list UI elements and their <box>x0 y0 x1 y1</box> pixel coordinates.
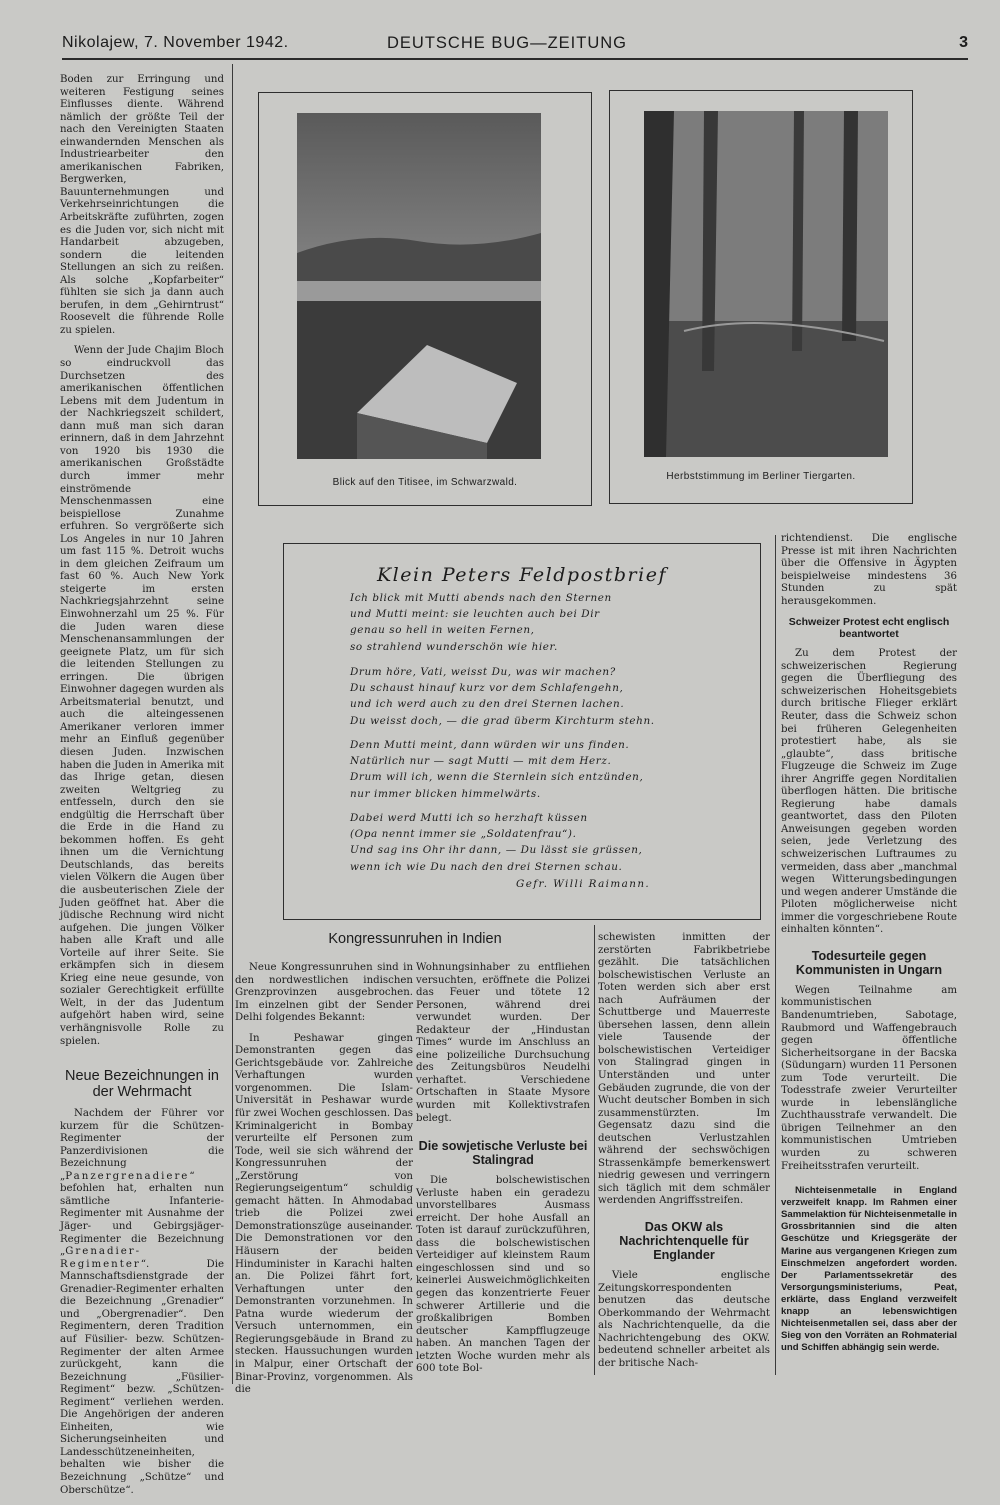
photo-frame-titisee <box>258 92 592 506</box>
article-paragraph: schewisten inmitten der zerstörten Fabrikbetriebe gezählt. Die tatsächlichen bolschewistischen Verluste an Toten werden sich aber erst nach Aufräumen der Schuttberge und Mauerreste übersehen lassen, denn allein viele Tausende der bolschewistischen Verteidiger von Stalingrad gingen in Unterständen und unter Gebäuden zugrunde, die von der Wucht deutscher Bomben in sich zusammenstürzten. Im Gegensatz dazu sind die deutschen Verlustzahlen während der sechswöchigen Strassenkämpfe bemerkenswert niedrig gewesen und verringern sich täglich mit dem schmäler werdenden Angriffsstreifen. <box>598 932 770 1207</box>
poem-line: Dabei werd Mutti ich so herzhaft küssen <box>350 812 588 824</box>
article-paragraph: Wohnungsinhaber zu entfliehen versuchten, eröffnete die Polizei das Feuer und tötete 12 Personen, während drei verwundet wurden. Der Redakteur der „Hindustan Times“ wurde im Anschluss an eine polizeiliche Durchsuchung des Zeitungsbüros Neudelhi verhaftet. Verschiedene Ortschaften in Staate Mysore wurden mit Kollektivstrafen belegt. <box>416 962 590 1124</box>
article-paragraph: Wenn der Jude Chajim Bloch so eindruckvoll das Durchsetzen des amerikanischen öffentlichen Lebens mit dem Judentum in der Nachkriegszeit schildert, dann muß man sich daran erinnern, daß in dem Jahrzehnt von 1920 bis 1930 die amerikanischen Großstädte durch immer mehr einströmende Menschenmassen eine beispiellose Zunahme erfuhren. So vergrößerte sich Los Angeles in nur 10 Jahren um fast 115 %. Detroit wuchs in dem gleichen Zeifraum um fast 60 %. Auch New York steigerte im ersten Nachkriegsjahrzehnt seine Einwohnerzahl um 25 %. Für die Juden waren diese Menschenansammlungen der geeignete Platz, um für sich die leitenden Stellungen zu erringen. Die übrigen Einwohner dagegen wurden als Arbeitsmaterial benutzt, und auch die alteingessenen Amerikaner verloren immer mehr an Einfluß gegenüber diesen Juden. Inzwischen haben die Juden in Amerika mit das Ihrige getan, diesen zweiten Weltgrieg zu entfesseln, durch den sie endgültig die Herrschaft über die Erde in die Hand zu bekommen hoffen. Es geht ihnen um die Vernichtung Deutschlands, das bereits vielen Völkern die Augen über die ausbeuterischen Ziele der Juden geöffnet hat. Aber die jüdische Rechnung wird nicht aufgehen. Die jungen Völker haben alle Kraft und alle Vorteile auf ihrer Seite. Sie erkämpfen sich in diesem Krieg eine neue gesunde, von sozialer Gerechtigkeit erfüllte Welt, in der das Judentum aufgehört haben wird, seine verhängnisvolle Rolle zu spielen. <box>60 345 224 1047</box>
masthead-rule <box>62 58 968 60</box>
poem-line: und ich werd auch zu den drei Sternen lachen. <box>350 698 625 711</box>
masthead <box>62 34 968 58</box>
article-paragraph: Boden zur Erringung und weiteren Festigung seines Einflusses diente. Während nämlich der größte Teil der nach den Vereinigten Staaten einwandernden Menschen als Industriearbeiter den amerikanischen Fabriken, Bergwerken, Bauunternehmungen und Verkehrseinrichtungen die Arbeitskräfte zuführten, zogen es die Juden vor, sich nicht mit Handarbeit abzugeben, sondern die leitenden Stellungen an sich zu reißen. Als solche „Kopfarbeiter“ fühlten sie sich ja dann auch berufen, in dem „Gehirntrust“ Roosevelt die führende Rolle zu spielen. <box>60 74 224 336</box>
poem-stanza <box>350 810 642 875</box>
poem-line: Du weisst doch, — die grad überm Kirchturm stehn. <box>350 714 655 727</box>
article-paragraph: In Peshawar gingen Demonstranten gegen das Gerichtsgebäude vor. Zahlreiche Verhaftungen wurden vorgenommen. Die Islam-Universität in Peshawar wurde für zwei Wochen geschlossen. Das Kriminalgericht in Bombay verurteilte elf Personen zum Tode, weil sie sich während der Kongressunruhen der „Zerstörung von Regierungseigentum“ schuldig gemacht hätten. In Ahmodabad trieb die Polizei zwei Demonstrationszüge auseinander. Die Demonstrationen vor den Häusern der beiden Hinduminister in Karachi halten an. Die Polizei fährt fort, Verhaftungen unter den Demonstranten vorzunehmen. In Patna wurde wiederum der Versuch unternommen, ein Regierungsgebäude in Brand zu stecken. Haussuchungen wurden in Malpur, einer Ortschaft der Binar-Provinz, vorgenommen. Als die <box>235 1032 413 1396</box>
poem-box <box>283 543 761 920</box>
column-rule <box>232 64 233 1384</box>
headline-stalingrad: Die sowjetische Verluste bei Stalingrad <box>418 1139 588 1168</box>
poem-line: Und sag ins Ohr ihr dann, — Du lässt sie grüssen, <box>350 844 643 857</box>
poem-line: wenn ich wie Du nach den drei Sternen schau. <box>350 860 623 873</box>
titisee-photo <box>297 113 541 459</box>
photo-caption: Blick auf den Titisee, im Schwarzwald. <box>332 477 518 488</box>
newspaper-title: DEUTSCHE BUG—ZEITUNG <box>387 34 628 52</box>
article-paragraph: Neue Kongressunruhen sind in den nordwestlichen indischen Grenzprovinzen ausgebrochen. Im einzelnen gibt der Sender Delhi folgendes Bekannt: <box>235 962 413 1024</box>
column-right <box>781 533 957 1362</box>
photo-caption: Herbststimmung im Berliner Tiergarten. <box>666 471 856 482</box>
column-kongress <box>235 962 413 1405</box>
headline-okw: Das OKW als Nachrichtenquelle für Englander <box>619 1220 749 1263</box>
poem-line: Drum höre, Vati, weisst Du, was wir machen? <box>350 666 616 678</box>
page-number: 3 <box>959 34 968 51</box>
headline-kongress: Kongressunruhen in Indien <box>328 931 502 947</box>
poem-stanza <box>350 590 612 655</box>
poem-author: Gefr. Willi Raimann. <box>516 878 651 890</box>
poem-line: Denn Mutti meint, dann würden wir uns finden. <box>350 739 630 751</box>
article-paragraph: Wegen Teilnahme am kommunistischen Bandenumtrieben, Sabotage, Raubmord und Waffengebrauch gegen öffentliche Sicherheitsorgane in der Bacska (Südungarn) wurden 11 Personen zum Tode verurteilt. Die Todesstrafe zweier Verurteilter wurde in lebenslängliche Zuchthausstrafe verwandelt. Die übrigen Teilnehmer an den kommunistischen Umtrieben wurden zu schweren Freiheitsstrafen verurteilt. <box>781 984 957 1172</box>
article-paragraph: Zu dem Protest der schweizerischen Regierung gegen die Überfliegung des schweizerischen Hoheitsgebiets durch britische Flieger erklärt Reuter, dass die Schweiz schon bei früheren Gelegenheiten protestiert habe, als sie „glaubte“, dass britische Flugzeuge die Schweiz im Zuge ihrer Angriffe gegen Norditalien überflogen hätten. Die britische Regierung habe damals geantwortet, dass den Piloten Anweisungen gegeben worden seien, jede Verletzung des schweizerischen Luftraumes zu vermeiden, dass aber „manchmal wegen Witterungsbedingungen und wegen anderer Umstände die Piloten möglicherweise nicht immer die vorgeschriebene Route einhalten könnten“. <box>781 648 957 936</box>
dateline: Nikolajew, 7. November 1942. <box>62 34 289 51</box>
poem-line: nur immer blicken himmelwärts. <box>350 787 541 800</box>
article-paragraph: Nachdem der Führer vor kurzem für die Schützen-Regimenter der Panzerdivisionen die Bezeichnung „Panzergrenadiere“ befohlen hat, erhalten nun sämtliche Infanterie-Regimenter mit Ausnahme der Jäger- und Gebirgsjäger-Regimenter die Bezeichnung „Grenadier-Regimenter“. Die Mannschaftsdienstgrade der Grenadier-Regimenter erhalten die Bezeichnung „Grenadier“ und „Obergrenadier“. Den Regimentern, deren Tradition auf Füsilier- bezw. Schützen-Regimenter der alten Armee zurückgeht, kann die Bezeichnung „Füsilier-Regiment“ bezw. „Schützen-Regiment“ verliehen werden. Die Angehörigen der anderen Einheiten, wie Sicherungseinheiten und Landesschützeneinheiten, behalten wie bisher die Bezeichnung „Schütze“ und Oberschütze“. <box>60 1108 224 1496</box>
poem-title: Klein Peters Feldpostbrief <box>376 564 667 586</box>
headline-wehrmacht: Neue Bezeichnungen in der Wehrmacht <box>65 1068 219 1101</box>
notice-nichteisenmetalle: Nichteisenmetalle in England verzweifelt knapp. Im Rahmen einer Sammelaktion für Nichteisenmetalle in Grossbritannien sind die alten Geschütze und Kriegsgeräte der Marine aus vergangenen Kriegen zum Einschmelzen angefordert worden. Der Parlamentssekretär des Versorgungsministeriums, Peat, erklärte, dass England verzweifelt knapp an lebenswichtigen Nichteisenmetallen sei, dass aber der Sieg von den Vorräten an Rohmaterial und Schiffen abhängig sein werde. <box>781 1185 957 1354</box>
poem-line: (Opa nennt immer sie „Soldatenfrau“). <box>350 828 577 841</box>
column-stalingrad-cont <box>598 932 770 1378</box>
article-paragraph: Viele englische Zeitungskorrespondenten benutzen das deutsche Oberkommando der Wehrmacht als Nachrichtenquelle, da die Nachrichtengebung des OKW. bedeutend schneller arbeitet als der britische Nach- <box>598 1270 770 1369</box>
poem-line: genau so hell in weiten Fernen, <box>350 624 535 637</box>
poem-stanza <box>350 737 643 802</box>
poem-line: und Mutti meint: sie leuchten auch bei Dir <box>350 608 600 621</box>
article-paragraph: Die bolschewistischen Verluste haben ein geradezu unvorstellbares Ausmass erreicht. Der hohe Ausfall an Toten ist darauf zurückzuführen, dass die bolschewistischen Verteidiger auf kleinstem Raum eingeschlossen sind und so keinerlei Ausweichmöglichkeiten gegen das konzentrierte Feuer schwerer Artillerie und die großkalibrigen Bomben deutscher Kampfflugzeuge haben. An manchen Tagen der letzten Woche wurden mehr als 600 tote Bol- <box>416 1175 590 1375</box>
tiergarten-photo <box>644 111 888 457</box>
headline-todesurteile: Todesurteile gegen Kommunisten in Ungarn <box>795 948 943 977</box>
article-paragraph: richtendienst. Die englische Presse ist mit ihren Nachrichten über die Offensive in Ägypten beispielweise mindestens 36 Stunden zu spät herausgekommen. <box>781 533 957 607</box>
column-rule <box>775 535 776 1375</box>
headline-schweizer-protest: Schweizer Protest echt englisch beantwortet <box>788 616 950 641</box>
column-kongress-cont <box>416 962 590 1384</box>
poem-line: Drum will ich, wenn die Sternlein sich entzünden, <box>350 771 644 784</box>
poem-line: Du schaust hinauf kurz vor dem Schlafengehn, <box>350 682 624 695</box>
column-rule <box>594 925 595 1375</box>
poem-line: Natürlich nur — sagt Mutti — mit dem Herz. <box>350 755 612 768</box>
poem-line: so strahlend wunderschön wie hier. <box>350 640 558 653</box>
photo-frame-tiergarten <box>609 90 913 504</box>
poem-stanza <box>350 664 655 729</box>
poem-line: Ich blick mit Mutti abends nach den Sternen <box>350 592 612 604</box>
column-left <box>60 74 224 1505</box>
